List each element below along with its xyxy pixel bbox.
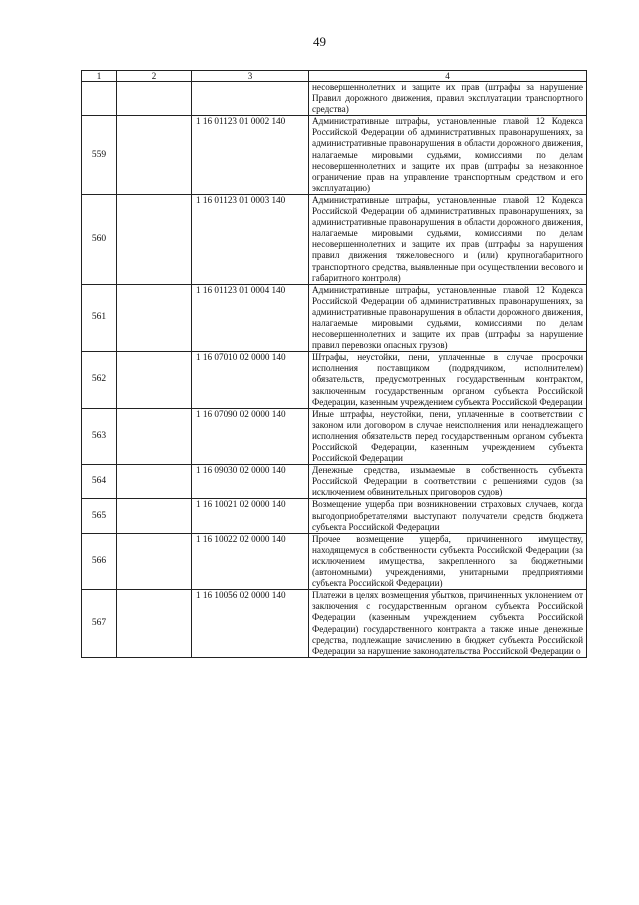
table-row (82, 194, 587, 284)
income-code-cell: 1 16 01123 01 0002 140 (192, 116, 309, 195)
description-cell: Прочее возмещение ущерба, причиненного имуществу, находящемуся в собственности субъекта Российской Федерации (за исключением имущества, закрепленного за бюджетными (автономными) учреждениями, унитарными предприятиями субъекта Российской Федерации) (309, 533, 587, 589)
admin-code-cell (117, 82, 192, 116)
row-number-cell: 561 (82, 284, 117, 352)
income-code-cell: 1 16 07090 02 0000 140 (192, 408, 309, 464)
admin-code-cell (117, 194, 192, 284)
table-row (82, 590, 587, 658)
column-header-1: 1 (82, 71, 117, 82)
budget-classification-table (81, 70, 587, 658)
table-row (82, 284, 587, 352)
row-number-cell (82, 82, 117, 116)
income-code-cell: 1 16 01123 01 0004 140 (192, 284, 309, 352)
row-number-cell: 564 (82, 465, 117, 499)
row-number-cell: 563 (82, 408, 117, 464)
row-number-cell: 566 (82, 533, 117, 589)
description-cell: Административные штрафы, установленные главой 12 Кодекса Российской Федерации об административных правонарушениях, за административные правонарушения в области дорожного движения, налагаемые мировыми судьями, комиссиями по делам несовершеннолетних и защите их прав (штрафы за незаконное ограничение прав на управление транспортным средством и его эксплуатацию) (309, 116, 587, 195)
description-cell: Административные штрафы, установленные главой 12 Кодекса Российской Федерации об административных правонарушениях, за административные правонарушения в области дорожного движения, налагаемые мировыми судьями, комиссиями по делам несовершеннолетних и защите их прав (штрафы за нарушение правил перевозки опасных грузов) (309, 284, 587, 352)
description-cell: Иные штрафы, неустойки, пени, уплаченные в соответствии с законом или договором в случае неисполнения или ненадлежащего исполнения обязательств перед государственным органом субъекта Российской Федерации, казенным учреждением субъекта Российской Федерации (309, 408, 587, 464)
page-number: 49 (313, 34, 326, 49)
income-code-cell: 1 16 10021 02 0000 140 (192, 499, 309, 533)
description-cell: Денежные средства, изымаемые в собственность субъекта Российской Федерации в соответствии с решениями судов (за исключением обвинительных приговоров судов) (309, 465, 587, 499)
admin-code-cell (117, 284, 192, 352)
admin-code-cell (117, 465, 192, 499)
admin-code-cell (117, 590, 192, 658)
admin-code-cell (117, 352, 192, 408)
column-header-2: 2 (117, 71, 192, 82)
row-number-cell: 567 (82, 590, 117, 658)
description-cell: несовершеннолетних и защите их прав (штрафы за нарушение Правил дорожного движения, правил эксплуатации транспортного средства) (309, 82, 587, 116)
table-row (82, 465, 587, 499)
table-row (82, 116, 587, 195)
description-cell: Штрафы, неустойки, пени, уплаченные в случае просрочки исполнения поставщиком (подрядчиком, исполнителем) обязательств, предусмотренных государственным контрактом, заключенным государственным органом субъекта Российской Федерации, казенным учреждением субъекта Российской Федерации (309, 352, 587, 408)
admin-code-cell (117, 116, 192, 195)
table-row (82, 533, 587, 589)
income-code-cell: 1 16 10022 02 0000 140 (192, 533, 309, 589)
header-row (82, 71, 587, 82)
row-number-cell: 562 (82, 352, 117, 408)
description-cell: Возмещение ущерба при возникновении страховых случаев, когда выгодоприобретателями выступают получатели средств бюджета субъекта Российской Федерации (309, 499, 587, 533)
description-cell: Административные штрафы, установленные главой 12 Кодекса Российской Федерации об административных правонарушениях, за административные правонарушения в области дорожного движения, налагаемые мировыми судьями, комиссиями по делам несовершеннолетних и защите их прав (штрафы за нарушения правил движения тяжеловесного и (или) крупногабаритного транспортного средства, выявленные при осуществлении весового и габаритного контроля) (309, 194, 587, 284)
continuation-row (82, 82, 587, 116)
income-code-cell: 1 16 01123 01 0003 140 (192, 194, 309, 284)
row-number-cell: 565 (82, 499, 117, 533)
description-cell: Платежи в целях возмещения убытков, причиненных уклонением от заключения с государственным органом субъекта Российской Федерации (казенным учреждением субъекта Российской Федерации) государственного контракта а также иные денежные средства, подлежащие зачислению в бюджет субъекта Российской Федерации за нарушение законодательства Российской Федерации о (309, 590, 587, 658)
income-code-cell: 1 16 09030 02 0000 140 (192, 465, 309, 499)
row-number-cell: 559 (82, 116, 117, 195)
column-header-3: 3 (192, 71, 309, 82)
income-code-cell (192, 82, 309, 116)
table-row (82, 499, 587, 533)
column-header-4: 4 (309, 71, 587, 82)
admin-code-cell (117, 499, 192, 533)
table-row (82, 352, 587, 408)
income-code-cell: 1 16 07010 02 0000 140 (192, 352, 309, 408)
row-number-cell: 560 (82, 194, 117, 284)
admin-code-cell (117, 533, 192, 589)
income-code-cell: 1 16 10056 02 0000 140 (192, 590, 309, 658)
table-row (82, 408, 587, 464)
admin-code-cell (117, 408, 192, 464)
